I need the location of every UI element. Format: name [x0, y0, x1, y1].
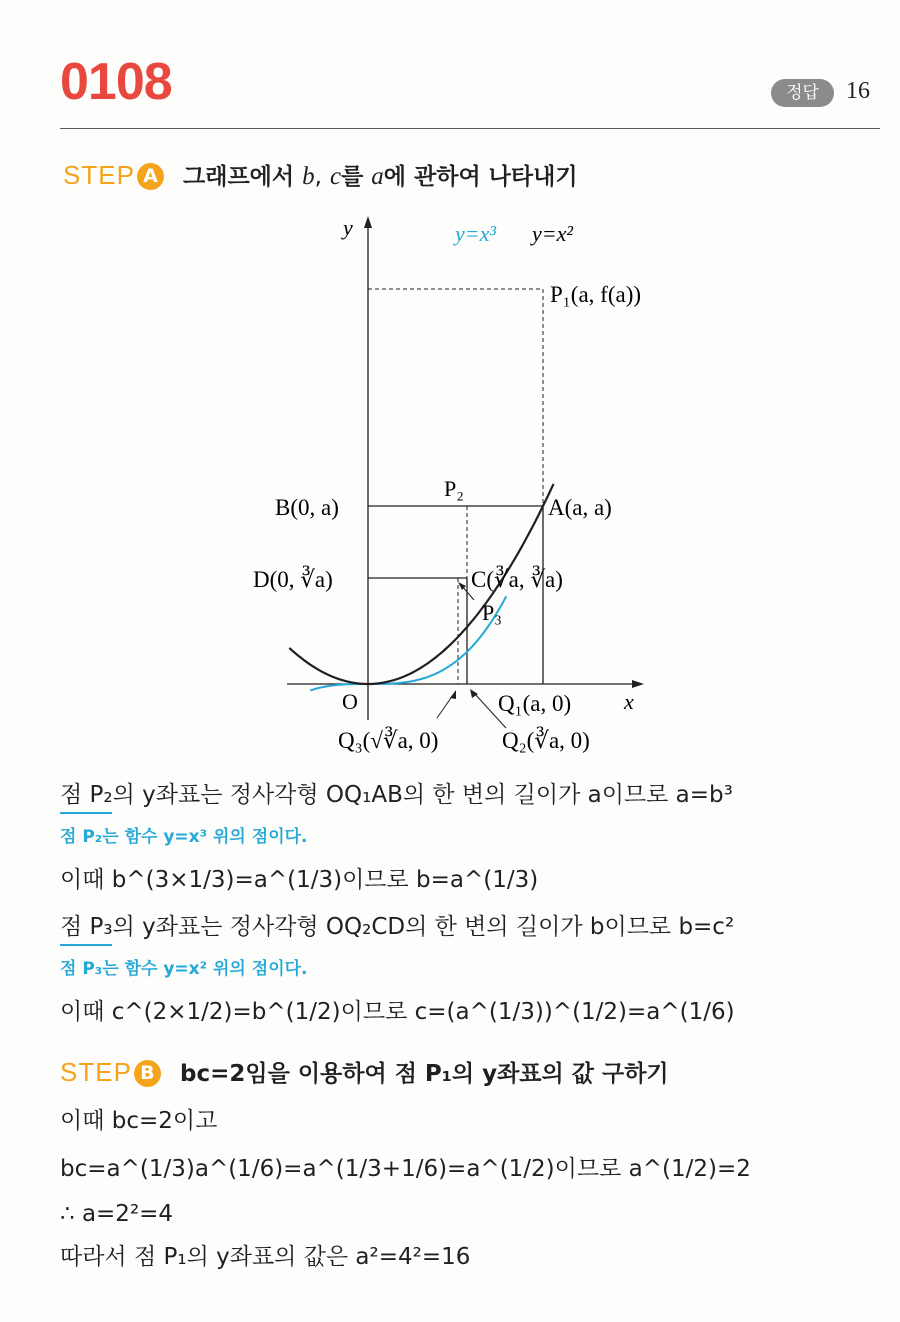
step-a-title-a: a: [371, 163, 384, 190]
step-b-line-4: 따라서 점 P₁의 y좌표의 값은 a²=4²=16: [60, 1244, 471, 1270]
y-axis-arrow: [364, 216, 372, 228]
p1-label: P₁(a, f(a)): [550, 282, 642, 307]
step-a-label: STEP: [63, 160, 135, 190]
graph: [0, 195, 900, 770]
step-a-note-1: 점 P₂는 함수 y=x³ 위의 점이다.: [60, 827, 308, 847]
square-curve-label: y=x²: [532, 221, 573, 246]
step-a-line-3: 점 P₃의 y좌표는 정사각형 OQ₂CD의 한 변의 길이가 b이므로 b=c²: [60, 914, 735, 940]
answer-badge: 정답: [771, 79, 834, 107]
y-axis-label: y: [343, 215, 353, 240]
step-a-heading: [63, 158, 578, 191]
q3-label: Q₃(√∛a, 0): [338, 728, 439, 753]
step-a-title-part3: 에 관하여 나타내기: [383, 164, 578, 190]
step-b-line-3: ∴ a=2²=4: [60, 1201, 174, 1227]
q2-label: Q₂(∛a, 0): [502, 728, 590, 753]
step-a-line-4: 이때 c^(2×1/2)=b^(1/2)이므로 c=(a^(1/3))^(1/2)=a^(1/6): [60, 999, 735, 1025]
p2-label: P₂: [444, 476, 464, 501]
answer-value: 16: [846, 78, 870, 104]
step-b-line-1: 이때 bc=2이고: [60, 1108, 218, 1134]
step-a-line-3-underline: [60, 944, 112, 946]
step-a-note-2: 점 P₃는 함수 y=x² 위의 점이다.: [60, 959, 308, 979]
step-b-line-2: bc=a^(1/3)a^(1/6)=a^(1/3+1/6)=a^(1/2)이므로 a^(1/2)=2: [60, 1156, 751, 1182]
d-point-label: D(0, ∛a): [253, 567, 333, 592]
step-a-title-comma: ,: [314, 164, 322, 190]
step-a-title-b: b: [302, 163, 315, 190]
x-axis-arrow: [632, 680, 644, 688]
q3-pointer: [437, 695, 453, 718]
p3-label: P₃: [482, 600, 502, 625]
a-point-label: A(a, a): [548, 495, 612, 520]
step-a-letter: A: [137, 163, 164, 190]
cubic-curve: [310, 596, 506, 690]
step-a-title-c: c: [329, 163, 342, 190]
step-b-label: STEP: [60, 1057, 132, 1087]
cubic-curve-label: y=x³: [455, 221, 496, 246]
step-a-title-part1: 그래프에서: [183, 164, 295, 190]
step-b-title: bc=2임을 이용하여 점 P₁의 y좌표의 값 구하기: [180, 1061, 669, 1087]
problem-number: 0108: [60, 53, 172, 111]
c-point-label: C(∛a, ∛a): [471, 567, 563, 592]
step-a-line-1: 점 P₂의 y좌표는 정사각형 OQ₁AB의 한 변의 길이가 a이므로 a=b³: [60, 782, 733, 808]
header-divider: [60, 128, 880, 129]
step-a-line-1-underline: [60, 812, 112, 814]
step-b-letter: B: [134, 1060, 161, 1087]
x-axis-label: x: [624, 689, 634, 714]
origin-label: O: [342, 689, 358, 714]
q3-pointer-head: [450, 690, 456, 699]
step-a-line-2: 이때 b^(3×1/3)=a^(1/3)이므로 b=a^(1/3): [60, 867, 539, 893]
step-a-title-part2: 를: [341, 164, 364, 190]
step-b-heading: [60, 1055, 669, 1088]
step-a-title: [183, 164, 578, 190]
b-point-label: B(0, a): [275, 495, 339, 520]
q1-label: Q₁(a, 0): [498, 691, 572, 716]
